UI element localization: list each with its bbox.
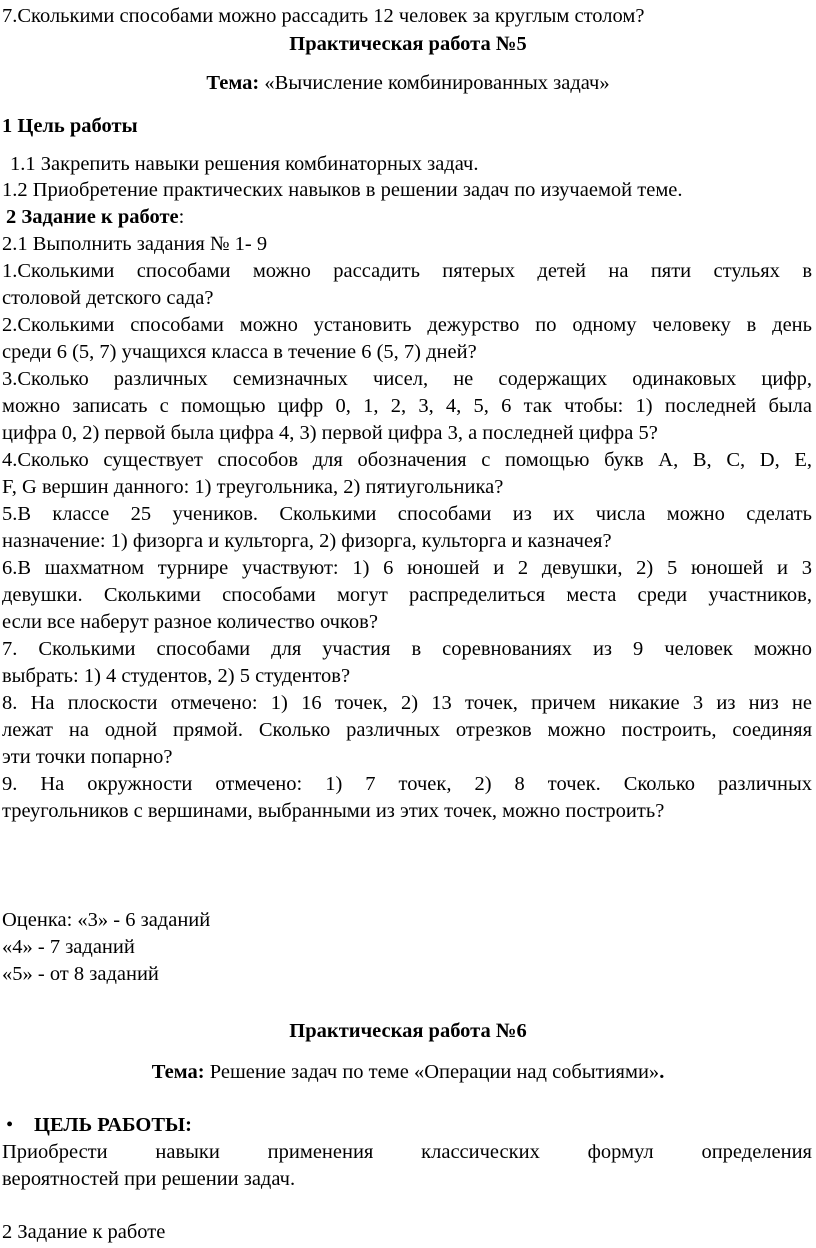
task-line: 2.Сколькими способами можно установить дежурство по одному человеку в день bbox=[2, 314, 812, 336]
grading-line: «5» - от 8 заданий bbox=[2, 963, 159, 985]
task-line: столовой детского сада? bbox=[2, 287, 214, 309]
task-line: 5.В классе 25 учеников. Сколькими способами из их числа можно сделать bbox=[2, 503, 812, 525]
task-line: 8. На плоскости отмечено: 1) 16 точек, 2) 13 точек, причем никакие 3 из низ не bbox=[2, 692, 812, 714]
pw5-task-heading bbox=[6, 204, 812, 231]
task-line: 6.В шахматном турнире участвуют: 1) 6 юношей и 2 девушки, 2) 5 юношей и 3 bbox=[2, 557, 812, 579]
grading-line: «4» - 7 заданий bbox=[2, 936, 135, 958]
task-line: 4.Сколько существует способов для обозначения с помощью букв A, B, C, D, E, bbox=[2, 449, 812, 471]
task-line: назначение: 1) физорга и культорга, 2) физорга, культорга и казначея? bbox=[2, 530, 612, 552]
task-line: если все наберут разное количество очков? bbox=[2, 611, 378, 633]
task-line: девушки. Сколькими способами могут распределиться места среди участников, bbox=[2, 584, 812, 606]
task-line: треугольников с вершинами, выбранными из этих точек, можно построить? bbox=[2, 800, 665, 822]
pw6-topic-end: . bbox=[659, 1061, 665, 1083]
task-line: лежат на одной прямой. Сколько различных отрезков можно построить, соединяя bbox=[2, 719, 812, 741]
task-line: 7. Сколькими способами для участия в соревнованиях из 9 человек можно bbox=[2, 638, 812, 660]
task-7-prev-line: 7.Сколькими способами можно рассадить 12 человек за круглым столом? bbox=[2, 5, 645, 27]
task-line: выбрать: 1) 4 студентов, 2) 5 студентов? bbox=[2, 665, 351, 687]
pw6-goal-text: Приобрести навыки применения классических формул определения bbox=[2, 1141, 812, 1163]
bullet-icon: • bbox=[6, 1114, 14, 1136]
pw5-task-heading-colon: : bbox=[178, 206, 185, 228]
grading-line: Оценка: «3» - 6 заданий bbox=[2, 909, 211, 931]
pw6-topic-text: Решение задач по теме «Операции над событиями» bbox=[204, 1061, 660, 1083]
task-line: среди 6 (5, 7) учащихся класса в течение 6 (5, 7) дней? bbox=[2, 341, 477, 363]
pw6-task-heading: 2 Задание к работе bbox=[2, 1221, 166, 1243]
pw5-title: Практическая работа №5 bbox=[289, 33, 527, 55]
pw5-goal-2: 1.2 Приобретение практических навыков в решении задач по изучаемой теме. bbox=[2, 179, 683, 201]
pw5-topic bbox=[0, 70, 816, 97]
pw6-title: Практическая работа №6 bbox=[289, 1020, 527, 1042]
task-line: 9. На окружности отмечено: 1) 7 точек, 2) 8 точек. Сколько различных bbox=[2, 773, 812, 795]
pw6-topic-label: Тема: bbox=[151, 1061, 205, 1083]
pw5-task-heading-text: 2 Задание к работе bbox=[6, 206, 179, 228]
task-line: 1.Сколькими способами можно рассадить пятерых детей на пяти стульях в bbox=[2, 260, 812, 282]
pw6-goal-heading: ЦЕЛЬ РАБОТЫ: bbox=[34, 1114, 192, 1136]
pw5-task-intro: 2.1 Выполнить задания № 1- 9 bbox=[2, 233, 268, 255]
pw5-topic-text: «Вычисление комбинированных задач» bbox=[259, 72, 610, 94]
pw5-topic-label: Тема: bbox=[206, 72, 260, 94]
task-line: 3.Сколько различных семизначных чисел, не содержащих одинаковых цифр, bbox=[2, 368, 812, 390]
task-line: F, G вершин данного: 1) треугольника, 2) пятиугольника? bbox=[2, 476, 504, 498]
task-line: цифра 0, 2) первой была цифра 4, 3) первой цифра 3, а последней цифра 5? bbox=[2, 422, 658, 444]
task-line: эти точки попарно? bbox=[2, 746, 173, 768]
pw6-topic bbox=[0, 1059, 816, 1086]
pw5-goal-heading: 1 Цель работы bbox=[2, 115, 138, 137]
pw6-goal-text: вероятностей при решении задач. bbox=[2, 1168, 296, 1190]
pw5-goal-1: 1.1 Закрепить навыки решения комбинаторных задач. bbox=[10, 153, 479, 175]
task-line: можно записать с помощью цифр 0, 1, 2, 3, 4, 5, 6 так чтобы: 1) последней была bbox=[2, 395, 812, 417]
